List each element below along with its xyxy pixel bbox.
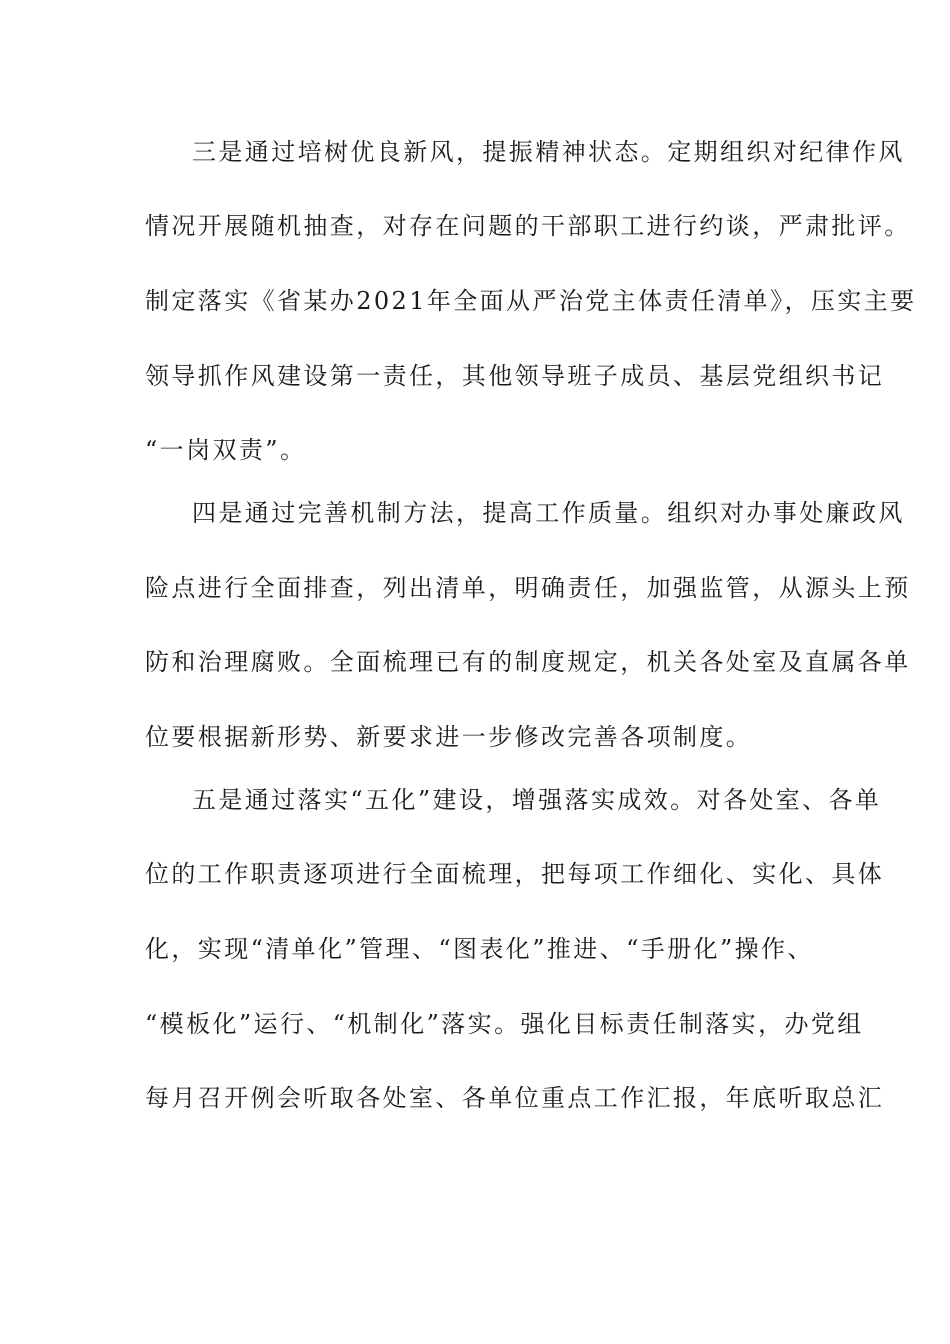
paragraph-3-line-1: 三是通过培树优良新风，提振精神状态。定期组织对纪律作风 <box>192 138 905 166</box>
paragraph-4-line-3: 防和治理腐败。全面梳理已有的制度规定，机关各处室及直属各单 <box>145 648 911 676</box>
paragraph-5-line-5: 每月召开例会听取各处室、各单位重点工作汇报，年底听取总汇 <box>145 1084 885 1112</box>
paragraph-4-line-4: 位要根据新形势、新要求进一步修改完善各项制度。 <box>145 723 753 751</box>
paragraph-4-line-1: 四是通过完善机制方法，提高工作质量。组织对办事处廉政风 <box>192 499 905 527</box>
paragraph-5-line-1: 五是通过落实“五化”建设，增强落实成效。对各处室、各单 <box>192 786 882 814</box>
paragraph-5-line-4: “模板化”运行、“机制化”落实。强化目标责任制落实，办党组 <box>145 1010 864 1038</box>
paragraph-3-line-3: 制定落实《省某办2021年全面从严治党主体责任清单》，压实主要 <box>145 287 917 315</box>
paragraph-3-line-2: 情况开展随机抽查，对存在问题的干部职工进行约谈，严肃批评。 <box>145 212 911 240</box>
paragraph-3-line-5: “一岗双责”。 <box>145 436 307 464</box>
paragraph-4-line-2: 险点进行全面排查，列出清单，明确责任，加强监管，从源头上预 <box>145 574 911 602</box>
paragraph-5-line-3: 化，实现“清单化”管理、“图表化”推进、“手册化”操作、 <box>145 935 814 963</box>
paragraph-5-line-2: 位的工作职责逐项进行全面梳理，把每项工作细化、实化、具体 <box>145 860 885 888</box>
paragraph-3-line-4: 领导抓作风建设第一责任，其他领导班子成员、基层党组织书记 <box>145 362 885 390</box>
